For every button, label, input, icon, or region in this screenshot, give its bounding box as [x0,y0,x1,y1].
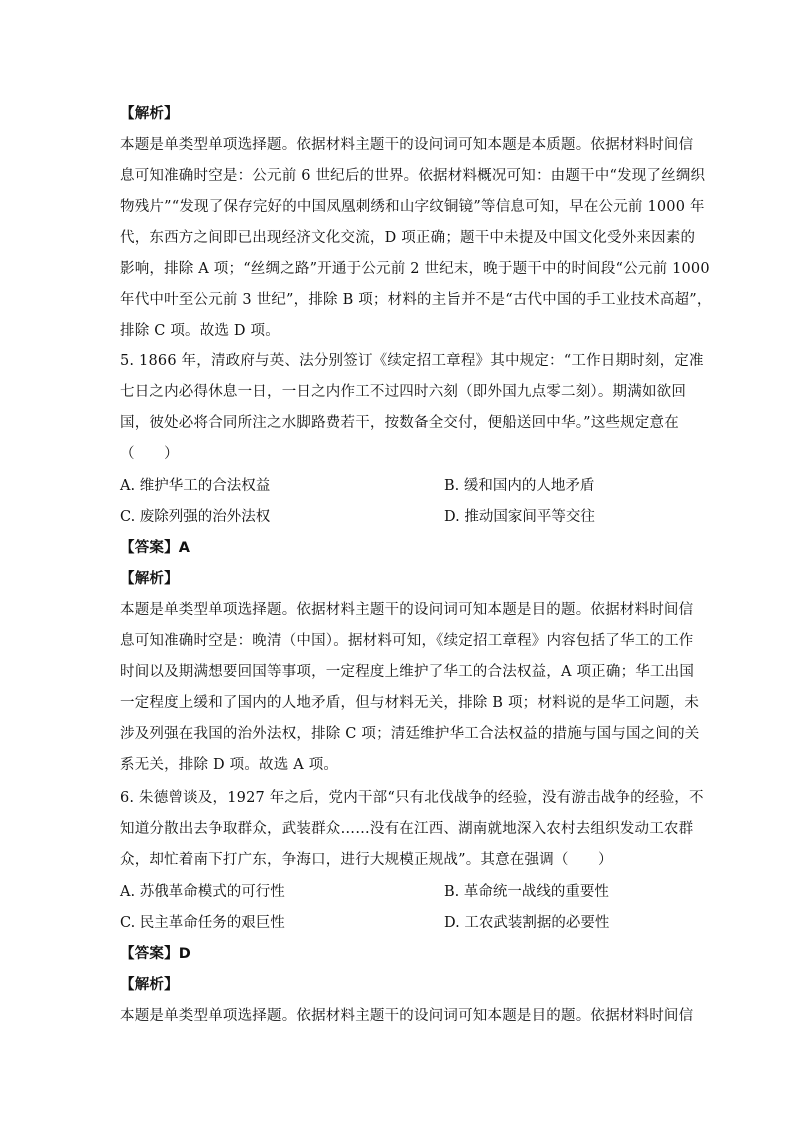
q6-analysis-heading: 【解析】 [120,977,179,993]
q5-analysis-line: 本题是单类型单项选择题。依据材料主题干的设问词可知本题是目的题。依据材料时间信 [120,602,694,618]
question-5-stem: 七日之内必得休息一日，一日之内作工不过四时六刻（即外国九点零二刻）。期满如欲回 [120,384,687,400]
q5-option-a[interactable]: A. 维护华工的合法权益 [120,478,271,494]
q6-option-d[interactable]: D. 工农武装割据的必要性 [444,915,610,931]
question-6-stem: 6. 朱德曾谈及，1927 年之后，党内干部“只有北伐战争的经验，没有游击战争的经验，不 [120,790,704,806]
analysis-heading: 【解析】 [120,106,179,122]
q5-analysis-line: 时间以及期满想要回国等事项，一定程度上维护了华工的合法权益，A 项正确；华工出国 [120,664,695,680]
q5-option-c[interactable]: C. 废除列强的治外法权 [120,509,271,525]
analysis-line: 代，东西方之间即已出现经济文化交流，D 项正确；题干中未提及中国文化受外来因素的 [120,230,696,246]
q5-analysis-heading: 【解析】 [120,571,179,587]
q5-analysis-line: 涉及列强在我国的治外法权，排除 C 项；清廷维护华工合法权益的措施与国与国之间的关 [120,726,700,742]
analysis-line: 本题是单类型单项选择题。依据材料主题干的设问词可知本题是本质题。依据材料时间信 [120,137,694,153]
analysis-line: 影响，排除 A 项；“丝绸之路”开通于公元前 2 世纪末，晚于题干中的时间段“公元前 1000 [120,261,710,277]
analysis-line: 息可知准确时空是：公元前 6 世纪后的世界。依据材料概况可知：由题干中“发现了丝绸织 [120,168,706,184]
question-6-stem: 众，却忙着南下打广东，争海口，进行大规模正规战”。其意在强调（ ） [120,852,613,868]
question-5-stem: （ ） [120,446,179,462]
q5-analysis-line: 息可知准确时空是：晚清（中国）。据材料可知，《续定招工章程》内容包括了华工的工作 [120,633,694,649]
question-5-stem: 国，彼处必将合同所注之水脚路费若干，按数备全交付，便船送回中华。”这些规定意在 [120,415,679,431]
q5-analysis-line: 系无关，排除 D 项。故选 A 项。 [120,757,339,773]
q6-option-c[interactable]: C. 民主革命任务的艰巨性 [120,915,285,931]
q5-analysis-line: 一定程度上缓和了国内的人地矛盾，但与材料无关，排除 B 项；材料说的是华工问题，未 [120,695,700,711]
analysis-line: 年代中叶至公元前 3 世纪”，排除 B 项；材料的主旨并不是“古代中国的手工业技术高超”， [120,292,712,308]
analysis-line: 物残片”“发现了保存完好的中国凤凰刺绣和山字纹铜镜”等信息可知，早在公元前 1000 年 [120,199,705,215]
q6-analysis-line: 本题是单类型单项选择题。依据材料主题干的设问词可知本题是目的题。依据材料时间信 [120,1008,694,1024]
q5-answer: 【答案】A [120,540,191,556]
question-6-stem: 知道分散出去争取群众，武装群众……没有在江西、湖南就地深入农村去组织发动工农群 [120,821,694,837]
q6-option-b[interactable]: B. 革命统一战线的重要性 [444,884,609,900]
q5-option-d[interactable]: D. 推动国家间平等交往 [444,509,595,525]
q5-option-b[interactable]: B. 缓和国内的人地矛盾 [444,478,595,494]
analysis-line: 排除 C 项。故选 D 项。 [120,323,280,339]
q6-option-a[interactable]: A. 苏俄革命模式的可行性 [120,884,285,900]
q6-answer: 【答案】D [120,946,192,962]
question-5-stem: 5. 1866 年，清政府与英、法分别签订《续定招工章程》其中规定：“工作日期时刻，定准 [120,353,704,369]
